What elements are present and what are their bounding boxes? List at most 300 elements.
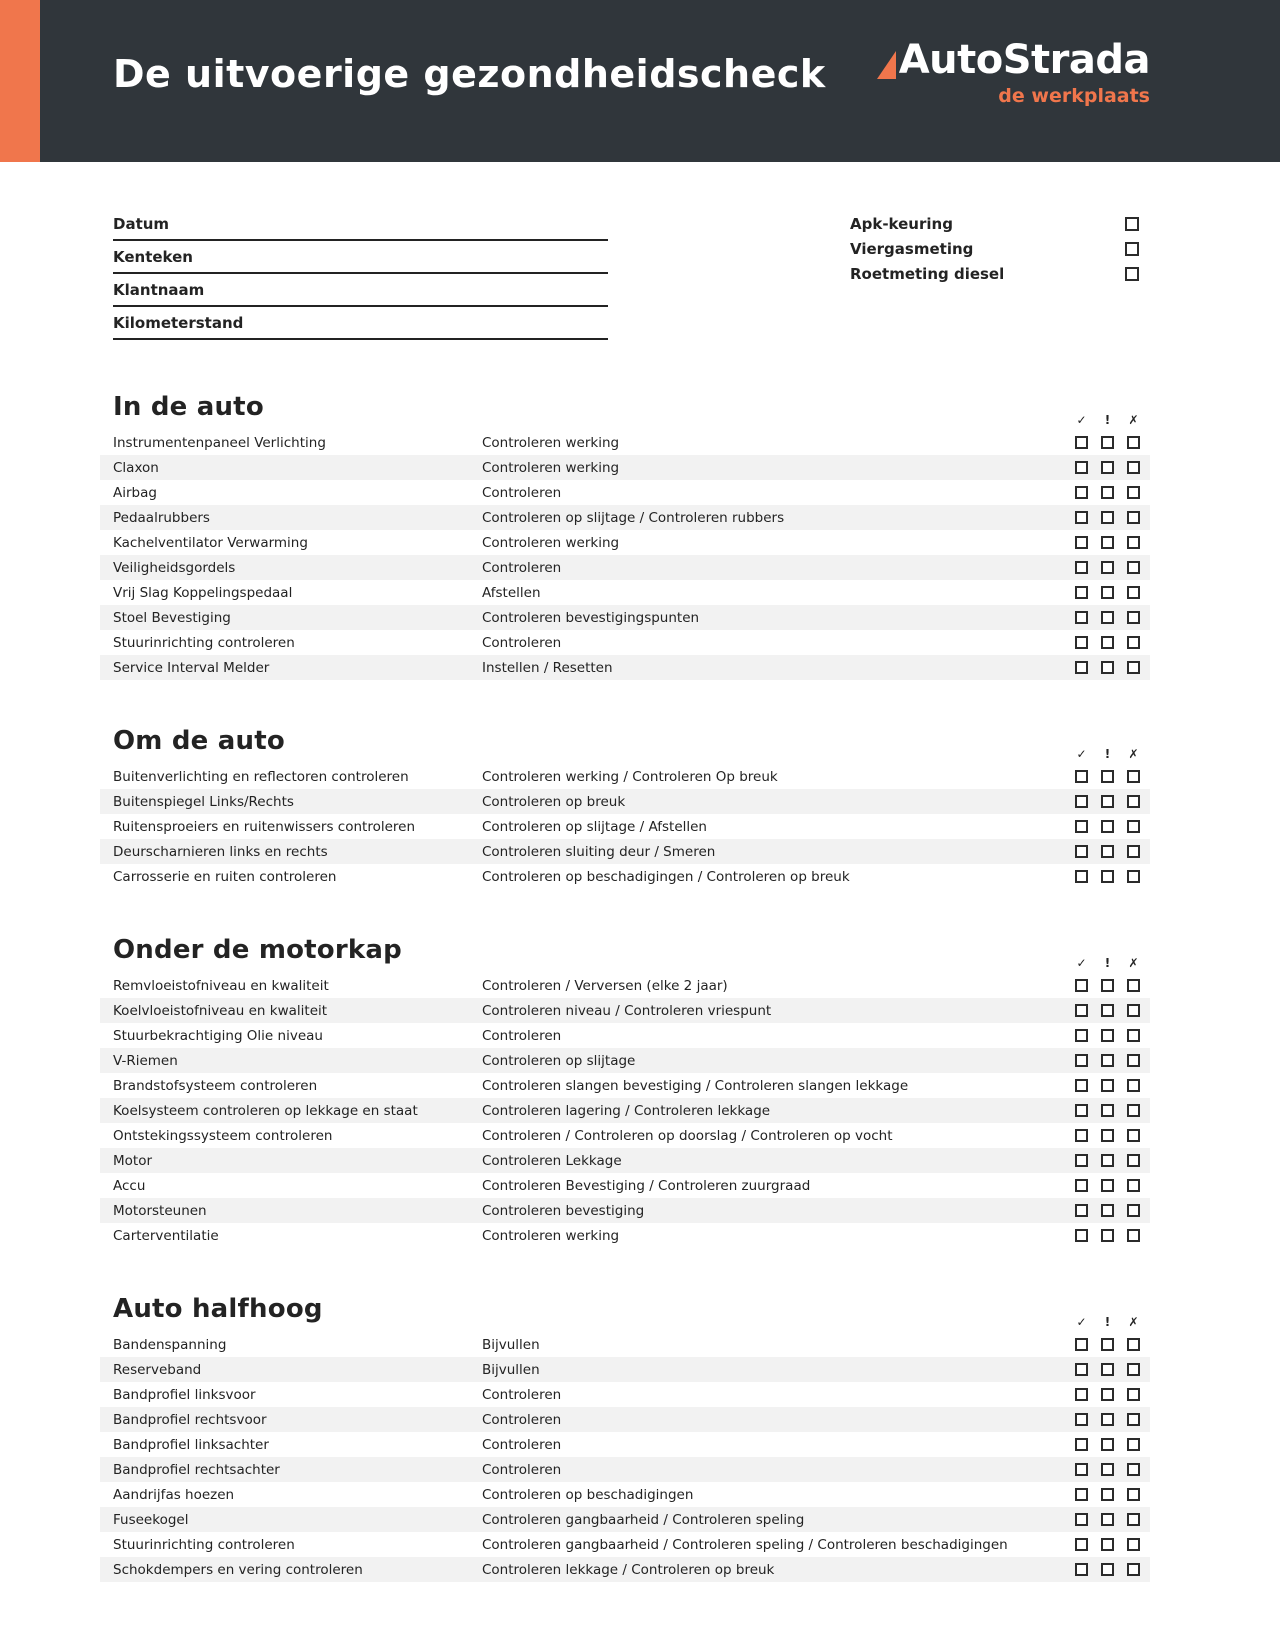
check-fail-checkbox[interactable] (1127, 1363, 1140, 1376)
section-rows (100, 764, 1150, 889)
check-warn-checkbox[interactable] (1101, 561, 1114, 574)
logo-triangle-icon (877, 51, 896, 79)
table-row (100, 1382, 1150, 1407)
section-title: In de auto (113, 392, 264, 422)
table-row (100, 480, 1150, 505)
row-checkboxes (1075, 1029, 1150, 1042)
check-fail-icon: ✗ (1128, 1315, 1139, 1329)
row-item-label: Reserveband (113, 1361, 202, 1378)
check-warn-checkbox[interactable] (1101, 770, 1114, 783)
row-item-label: Bandprofiel rechtsvoor (113, 1411, 267, 1428)
row-item-label: Accu (113, 1177, 146, 1194)
check-ok-checkbox[interactable] (1075, 1438, 1088, 1451)
table-row (100, 505, 1150, 530)
check-warn-checkbox[interactable] (1101, 1363, 1114, 1376)
option-label: Apk-keuring (850, 215, 953, 233)
row-item-label: Claxon (113, 459, 159, 476)
check-fail-checkbox[interactable] (1127, 636, 1140, 649)
row-item-label: Ruitensproeiers en ruitenwissers controleren (113, 818, 416, 835)
table-row (100, 530, 1150, 555)
row-checkboxes (1075, 1363, 1150, 1376)
row-checkboxes (1075, 979, 1150, 992)
check-warn-checkbox[interactable] (1101, 486, 1114, 499)
check-ok-icon: ✓ (1076, 956, 1087, 970)
page-title: De uitvoerige gezondheidscheck (113, 52, 826, 96)
row-action-label: Controleren sluiting deur / Smeren (482, 843, 716, 860)
check-ok-checkbox[interactable] (1075, 1513, 1088, 1526)
row-checkboxes (1075, 461, 1150, 474)
row-action-label: Controleren (482, 1461, 562, 1478)
viergasmeting-checkbox[interactable] (1125, 242, 1139, 256)
check-ok-checkbox[interactable] (1075, 1338, 1088, 1351)
row-checkboxes (1075, 820, 1150, 833)
check-ok-checkbox[interactable] (1075, 561, 1088, 574)
check-ok-checkbox[interactable] (1075, 1179, 1088, 1192)
row-item-label: Stuurbekrachtiging Olie niveau (113, 1027, 323, 1044)
table-row (100, 1048, 1150, 1073)
check-warn-checkbox[interactable] (1101, 1488, 1114, 1501)
row-item-label: Stuurinrichting controleren (113, 634, 295, 651)
row-checkboxes (1075, 1204, 1150, 1217)
table-row (100, 1507, 1150, 1532)
row-checkboxes (1075, 661, 1150, 674)
row-item-label: Veiligheidsgordels (113, 559, 236, 576)
check-fail-checkbox[interactable] (1127, 1463, 1140, 1476)
check-ok-checkbox[interactable] (1075, 636, 1088, 649)
row-action-label: Controleren (482, 484, 562, 501)
check-warn-checkbox[interactable] (1101, 1463, 1114, 1476)
check-fail-checkbox[interactable] (1127, 820, 1140, 833)
check-fail-checkbox[interactable] (1127, 436, 1140, 449)
row-action-label: Controleren niveau / Controleren vriespunt (482, 1002, 772, 1019)
row-item-label: Bandprofiel linksachter (113, 1436, 269, 1453)
table-row (100, 998, 1150, 1023)
check-ok-checkbox[interactable] (1075, 661, 1088, 674)
row-action-label: Controleren op slijtage (482, 1052, 636, 1069)
row-item-label: Brandstofsysteem controleren (113, 1077, 318, 1094)
row-item-label: Pedaalrubbers (113, 509, 210, 526)
row-action-label: Controleren werking / Controleren Op breuk (482, 768, 778, 785)
check-warn-checkbox[interactable] (1101, 611, 1114, 624)
row-item-label: V-Riemen (113, 1052, 178, 1069)
table-row (100, 605, 1150, 630)
row-action-label: Controleren Lekkage (482, 1152, 622, 1169)
table-row (100, 839, 1150, 864)
check-warn-checkbox[interactable] (1101, 536, 1114, 549)
check-fail-checkbox[interactable] (1127, 1179, 1140, 1192)
form-area (0, 162, 1280, 346)
row-checkboxes (1075, 1229, 1150, 1242)
header-accent-stripe (0, 0, 40, 162)
check-fail-checkbox[interactable] (1127, 611, 1140, 624)
check-ok-checkbox[interactable] (1075, 1538, 1088, 1551)
check-ok-checkbox[interactable] (1075, 486, 1088, 499)
row-checkboxes (1075, 795, 1150, 808)
row-action-label: Controleren werking (482, 459, 620, 476)
row-action-label: Controleren (482, 1411, 562, 1428)
table-row (100, 864, 1150, 889)
check-warn-checkbox[interactable] (1101, 1004, 1114, 1017)
check-warn-checkbox[interactable] (1101, 1388, 1114, 1401)
check-warn-checkbox[interactable] (1101, 1438, 1114, 1451)
check-fail-checkbox[interactable] (1127, 1338, 1140, 1351)
row-item-label: Aandrijfas hoezen (113, 1486, 235, 1503)
check-warn-checkbox[interactable] (1101, 436, 1114, 449)
check-fail-icon: ✗ (1128, 956, 1139, 970)
check-ok-checkbox[interactable] (1075, 1079, 1088, 1092)
table-row (100, 973, 1150, 998)
check-ok-checkbox[interactable] (1075, 1363, 1088, 1376)
check-fail-checkbox[interactable] (1127, 661, 1140, 674)
check-warn-icon: ! (1104, 1315, 1111, 1329)
check-ok-checkbox[interactable] (1075, 1004, 1088, 1017)
table-row (100, 630, 1150, 655)
row-action-label: Controleren op beschadigingen / Controleren op breuk (482, 868, 850, 885)
option-row-apk-keuring (850, 216, 1150, 232)
check-ok-checkbox[interactable] (1075, 1104, 1088, 1117)
check-fail-checkbox[interactable] (1127, 1413, 1140, 1426)
check-fail-checkbox[interactable] (1127, 1388, 1140, 1401)
check-ok-icon: ✓ (1076, 1315, 1087, 1329)
field-kenteken[interactable] (113, 247, 608, 274)
check-fail-icon: ✗ (1128, 413, 1139, 427)
check-warn-checkbox[interactable] (1101, 1538, 1114, 1551)
row-checkboxes (1075, 1104, 1150, 1117)
check-fail-checkbox[interactable] (1127, 1563, 1140, 1576)
check-warn-checkbox[interactable] (1101, 979, 1114, 992)
roetmeting-diesel-checkbox[interactable] (1125, 267, 1139, 281)
table-row (100, 1098, 1150, 1123)
row-checkboxes (1075, 1154, 1150, 1167)
check-warn-checkbox[interactable] (1101, 1413, 1114, 1426)
row-item-label: Fuseekogel (113, 1511, 189, 1528)
row-item-label: Buitenverlichting en reflectoren controleren (113, 768, 409, 785)
check-fail-checkbox[interactable] (1127, 1438, 1140, 1451)
check-fail-checkbox[interactable] (1127, 1204, 1140, 1217)
row-checkboxes (1075, 536, 1150, 549)
row-checkboxes (1075, 1338, 1150, 1351)
section-rows (100, 1332, 1150, 1582)
row-checkboxes (1075, 1463, 1150, 1476)
field-klantnaam[interactable] (113, 280, 608, 307)
section-title: Auto halfhoog (113, 1294, 323, 1324)
row-item-label: Kachelventilator Verwarming (113, 534, 308, 551)
table-row (100, 1023, 1150, 1048)
check-ok-checkbox[interactable] (1075, 536, 1088, 549)
check-warn-checkbox[interactable] (1101, 1229, 1114, 1242)
check-column-header (1075, 1316, 1150, 1328)
check-warn-checkbox[interactable] (1101, 661, 1114, 674)
row-action-label: Controleren werking (482, 534, 620, 551)
row-action-label: Controleren Bevestiging / Controleren zuurgraad (482, 1177, 811, 1194)
row-checkboxes (1075, 636, 1150, 649)
row-item-label: Carrosserie en ruiten controleren (113, 868, 337, 885)
field-label: Kenteken (113, 248, 193, 266)
row-action-label: Bijvullen (482, 1361, 540, 1378)
check-warn-icon: ! (1104, 956, 1111, 970)
check-ok-checkbox[interactable] (1075, 770, 1088, 783)
row-action-label: Controleren (482, 1436, 562, 1453)
section (0, 935, 1280, 1248)
table-row (100, 1432, 1150, 1457)
check-warn-checkbox[interactable] (1101, 1079, 1114, 1092)
check-fail-checkbox[interactable] (1127, 561, 1140, 574)
row-checkboxes (1075, 486, 1150, 499)
table-row (100, 764, 1150, 789)
row-checkboxes (1075, 1513, 1150, 1526)
field-datum[interactable] (113, 214, 608, 241)
row-item-label: Bandprofiel linksvoor (113, 1386, 256, 1403)
check-ok-checkbox[interactable] (1075, 820, 1088, 833)
check-warn-checkbox[interactable] (1101, 1104, 1114, 1117)
check-warn-checkbox[interactable] (1101, 636, 1114, 649)
check-warn-icon: ! (1104, 747, 1111, 761)
table-row (100, 1198, 1150, 1223)
row-checkboxes (1075, 1413, 1150, 1426)
check-fail-checkbox[interactable] (1127, 1229, 1140, 1242)
check-ok-checkbox[interactable] (1075, 1413, 1088, 1426)
sections (0, 392, 1280, 1582)
check-warn-checkbox[interactable] (1101, 1029, 1114, 1042)
table-row (100, 430, 1150, 455)
logo-subtitle: de werkplaats (998, 85, 1150, 107)
row-item-label: Ontstekingssysteem controleren (113, 1127, 333, 1144)
row-checkboxes (1075, 1438, 1150, 1451)
check-ok-checkbox[interactable] (1075, 511, 1088, 524)
check-ok-checkbox[interactable] (1075, 1054, 1088, 1067)
row-action-label: Controleren (482, 559, 562, 576)
check-fail-checkbox[interactable] (1127, 1154, 1140, 1167)
check-warn-checkbox[interactable] (1101, 1204, 1114, 1217)
check-warn-checkbox[interactable] (1101, 795, 1114, 808)
table-row (100, 580, 1150, 605)
row-action-label: Controleren op breuk (482, 793, 626, 810)
row-action-label: Controleren (482, 1386, 562, 1403)
check-warn-checkbox[interactable] (1101, 461, 1114, 474)
row-action-label: Controleren werking (482, 1227, 620, 1244)
check-warn-checkbox[interactable] (1101, 511, 1114, 524)
check-fail-checkbox[interactable] (1127, 1029, 1140, 1042)
check-ok-checkbox[interactable] (1075, 795, 1088, 808)
row-action-label: Instellen / Resetten (482, 659, 613, 676)
table-row (100, 1073, 1150, 1098)
row-action-label: Controleren (482, 634, 562, 651)
row-action-label: Controleren / Controleren op doorslag / Controleren op vocht (482, 1127, 893, 1144)
check-fail-checkbox[interactable] (1127, 461, 1140, 474)
row-checkboxes (1075, 1179, 1150, 1192)
section (0, 1294, 1280, 1582)
table-row (100, 1148, 1150, 1173)
check-warn-checkbox[interactable] (1101, 1154, 1114, 1167)
row-action-label: Controleren op slijtage / Controleren rubbers (482, 509, 785, 526)
check-warn-checkbox[interactable] (1101, 1129, 1114, 1142)
logo-text: AutoStrada (898, 37, 1150, 83)
option-row-viergasmeting (850, 241, 1150, 257)
row-action-label: Controleren lekkage / Controleren op breuk (482, 1561, 775, 1578)
logo-wordmark (877, 37, 1150, 83)
row-checkboxes (1075, 770, 1150, 783)
table-row (100, 555, 1150, 580)
check-ok-checkbox[interactable] (1075, 611, 1088, 624)
section (0, 726, 1280, 889)
check-ok-checkbox[interactable] (1075, 1388, 1088, 1401)
check-warn-checkbox[interactable] (1101, 820, 1114, 833)
check-warn-checkbox[interactable] (1101, 1563, 1114, 1576)
row-item-label: Stoel Bevestiging (113, 609, 231, 626)
check-warn-checkbox[interactable] (1101, 870, 1114, 883)
row-item-label: Stuurinrichting controleren (113, 1536, 295, 1553)
check-ok-checkbox[interactable] (1075, 586, 1088, 599)
row-action-label: Controleren slangen bevestiging / Controleren slangen lekkage (482, 1077, 909, 1094)
table-row (100, 789, 1150, 814)
apk-keuring-checkbox[interactable] (1125, 217, 1139, 231)
table-row (100, 655, 1150, 680)
check-column-header (1075, 957, 1150, 969)
row-action-label: Afstellen (482, 584, 541, 601)
section-head (113, 935, 1150, 970)
table-row (100, 1532, 1150, 1557)
section-title: Onder de motorkap (113, 935, 402, 965)
row-checkboxes (1075, 586, 1150, 599)
check-ok-checkbox[interactable] (1075, 436, 1088, 449)
row-checkboxes (1075, 611, 1150, 624)
row-checkboxes (1075, 511, 1150, 524)
check-ok-icon: ✓ (1076, 747, 1087, 761)
check-fail-checkbox[interactable] (1127, 1513, 1140, 1526)
section-rows (100, 430, 1150, 680)
check-fail-checkbox[interactable] (1127, 1129, 1140, 1142)
option-row-roetmeting-diesel (850, 266, 1150, 282)
check-ok-checkbox[interactable] (1075, 845, 1088, 858)
row-item-label: Bandprofiel rechtsachter (113, 1461, 280, 1478)
table-row (100, 1482, 1150, 1507)
inspection-options (850, 214, 1150, 346)
check-warn-checkbox[interactable] (1101, 845, 1114, 858)
row-item-label: Buitenspiegel Links/Rechts (113, 793, 294, 810)
row-action-label: Controleren bevestiging (482, 1202, 645, 1219)
check-column-header (1075, 748, 1150, 760)
section-head (113, 1294, 1150, 1329)
row-checkboxes (1075, 1054, 1150, 1067)
field-label: Datum (113, 215, 170, 233)
check-ok-checkbox[interactable] (1075, 461, 1088, 474)
row-item-label: Vrij Slag Koppelingspedaal (113, 584, 293, 601)
check-ok-checkbox[interactable] (1075, 1229, 1088, 1242)
check-warn-icon: ! (1104, 413, 1111, 427)
table-row (100, 1173, 1150, 1198)
field-label: Kilometerstand (113, 314, 244, 332)
check-column-header (1075, 414, 1150, 426)
form-fields (113, 214, 608, 346)
check-ok-checkbox[interactable] (1075, 1463, 1088, 1476)
check-ok-checkbox[interactable] (1075, 870, 1088, 883)
check-fail-checkbox[interactable] (1127, 1104, 1140, 1117)
check-fail-checkbox[interactable] (1127, 1079, 1140, 1092)
check-fail-checkbox[interactable] (1127, 1054, 1140, 1067)
option-label: Viergasmeting (850, 240, 974, 258)
section (0, 392, 1280, 680)
row-action-label: Controleren (482, 1027, 562, 1044)
check-ok-checkbox[interactable] (1075, 1204, 1088, 1217)
row-checkboxes (1075, 561, 1150, 574)
row-action-label: Controleren lagering / Controleren lekkage (482, 1102, 771, 1119)
check-warn-checkbox[interactable] (1101, 1054, 1114, 1067)
row-item-label: Schokdempers en vering controleren (113, 1561, 363, 1578)
check-fail-checkbox[interactable] (1127, 795, 1140, 808)
header (0, 0, 1280, 162)
check-fail-checkbox[interactable] (1127, 1538, 1140, 1551)
row-item-label: Deurscharnieren links en rechts (113, 843, 328, 860)
row-checkboxes (1075, 1004, 1150, 1017)
row-checkboxes (1075, 1079, 1150, 1092)
check-fail-checkbox[interactable] (1127, 1488, 1140, 1501)
check-fail-checkbox[interactable] (1127, 770, 1140, 783)
check-fail-checkbox[interactable] (1127, 979, 1140, 992)
row-item-label: Remvloeistofniveau en kwaliteit (113, 977, 329, 994)
check-ok-checkbox[interactable] (1075, 1154, 1088, 1167)
check-warn-checkbox[interactable] (1101, 1179, 1114, 1192)
field-label: Klantnaam (113, 281, 205, 299)
row-checkboxes (1075, 845, 1150, 858)
check-ok-checkbox[interactable] (1075, 1488, 1088, 1501)
row-item-label: Service Interval Melder (113, 659, 270, 676)
row-item-label: Airbag (113, 484, 157, 501)
check-fail-checkbox[interactable] (1127, 586, 1140, 599)
check-fail-icon: ✗ (1128, 747, 1139, 761)
table-row (100, 1223, 1150, 1248)
check-ok-checkbox[interactable] (1075, 979, 1088, 992)
row-action-label: Controleren gangbaarheid / Controleren speling / Controleren beschadigingen (482, 1536, 1008, 1553)
table-row (100, 1123, 1150, 1148)
check-fail-checkbox[interactable] (1127, 486, 1140, 499)
row-action-label: Controleren op beschadigingen (482, 1486, 694, 1503)
row-checkboxes (1075, 870, 1150, 883)
row-action-label: Controleren / Verversen (elke 2 jaar) (482, 977, 728, 994)
check-ok-checkbox[interactable] (1075, 1129, 1088, 1142)
option-label: Roetmeting diesel (850, 265, 1005, 283)
row-item-label: Motorsteunen (113, 1202, 207, 1219)
check-fail-checkbox[interactable] (1127, 1004, 1140, 1017)
row-item-label: Motor (113, 1152, 153, 1169)
row-item-label: Koelvloeistofniveau en kwaliteit (113, 1002, 328, 1019)
check-ok-checkbox[interactable] (1075, 1029, 1088, 1042)
field-kilometerstand[interactable] (113, 313, 608, 340)
check-fail-checkbox[interactable] (1127, 536, 1140, 549)
check-warn-checkbox[interactable] (1101, 1338, 1114, 1351)
row-checkboxes (1075, 1129, 1150, 1142)
row-action-label: Controleren op slijtage / Afstellen (482, 818, 707, 835)
logo (877, 37, 1150, 107)
row-checkboxes (1075, 1563, 1150, 1576)
check-fail-checkbox[interactable] (1127, 845, 1140, 858)
table-row (100, 1457, 1150, 1482)
row-action-label: Controleren bevestigingspunten (482, 609, 700, 626)
check-warn-checkbox[interactable] (1101, 586, 1114, 599)
table-row (100, 1557, 1150, 1582)
check-warn-checkbox[interactable] (1101, 1513, 1114, 1526)
row-item-label: Bandenspanning (113, 1336, 227, 1353)
row-item-label: Carterventilatie (113, 1227, 219, 1244)
section-title: Om de auto (113, 726, 285, 756)
row-checkboxes (1075, 1388, 1150, 1401)
row-checkboxes (1075, 1538, 1150, 1551)
check-fail-checkbox[interactable] (1127, 870, 1140, 883)
row-action-label: Controleren werking (482, 434, 620, 451)
check-fail-checkbox[interactable] (1127, 511, 1140, 524)
check-ok-checkbox[interactable] (1075, 1563, 1088, 1576)
section-rows (100, 973, 1150, 1248)
row-item-label: Koelsysteem controleren op lekkage en staat (113, 1102, 418, 1119)
